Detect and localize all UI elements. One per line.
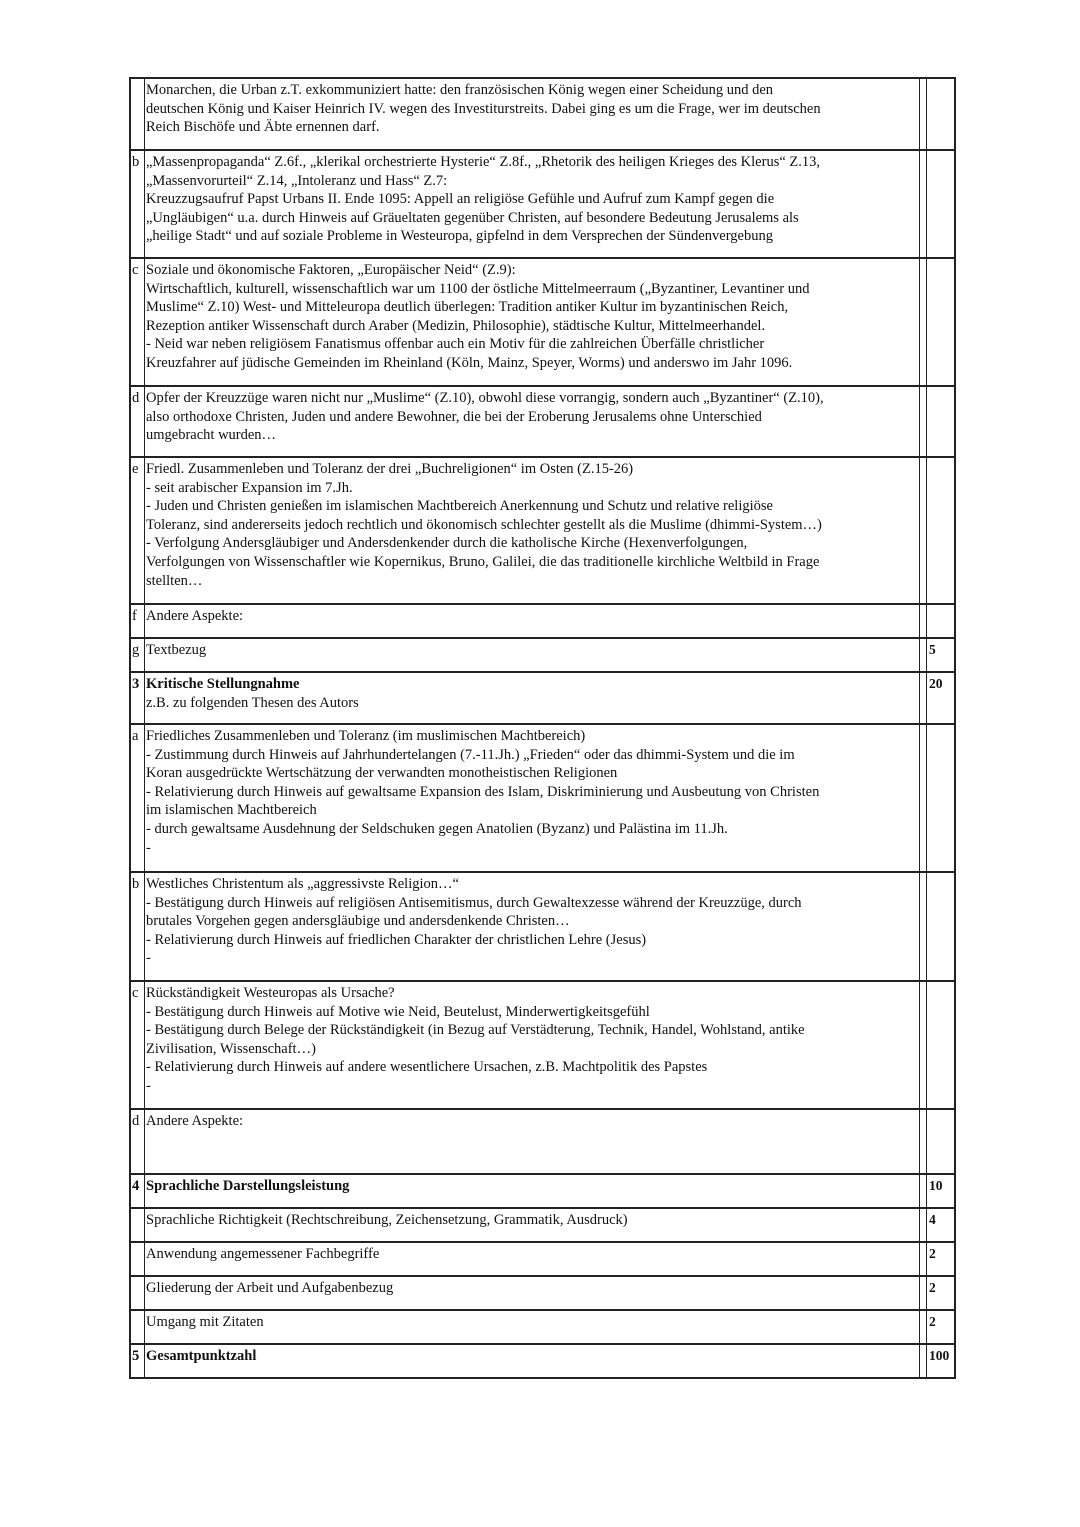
table-row — [131, 1110, 954, 1175]
column-gap — [920, 605, 927, 637]
column-gap — [920, 873, 927, 980]
text-line: Umgang mit Zitaten — [146, 1314, 264, 1330]
text-line: brutales Vorgehen gegen andersgläubige und andersdenkende Christen… — [146, 913, 570, 930]
text-line: Kreuzzugsaufruf Papst Urbans II. Ende 1095: Appell an religiöse Gefühle und Aufruf zum Kampf gegen die — [146, 191, 775, 208]
text-line: - Bestätigung durch Belege der Rückständigkeit (in Bezug auf Verstädterung, Technik, Handel, Wohlstand, antike — [146, 1022, 805, 1039]
column-gap — [920, 259, 927, 385]
text-line: also orthodoxe Christen, Juden und andere Bewohner, die bei der Eroberung Jerusalems ohne Unterschied — [146, 408, 762, 425]
column-gap — [920, 151, 927, 257]
column-gap — [920, 387, 927, 456]
row-label: e — [131, 458, 145, 603]
table-row — [131, 259, 954, 387]
row-label: f — [131, 605, 145, 637]
table-row — [131, 458, 954, 605]
row-label: d — [131, 387, 145, 456]
text-line: Opfer der Kreuzzüge waren nicht nur „Muslime“ (Z.10), obwohl diese vorrangig, sondern auch „Byzantiner“ (Z.10), — [146, 390, 824, 406]
grading-table — [129, 77, 956, 1379]
text-line: - — [146, 950, 151, 967]
table-row — [131, 873, 954, 982]
row-points — [927, 605, 954, 637]
text-line: umgebracht wurden… — [146, 427, 277, 444]
section-number: 3 — [131, 673, 145, 723]
text-line: Koran ausgedrückte Wertschätzung der verwandten monotheistischen Religionen — [146, 765, 618, 782]
table-row — [131, 387, 954, 458]
text-line: - Bestätigung durch Hinweis auf Motive wie Neid, Beutelust, Minderwertigkeitsgefühl — [146, 1003, 650, 1020]
row-text — [145, 873, 920, 980]
text-line: Verfolgungen von Wissenschaftler wie Kopernikus, Bruno, Galilei, die das traditionelle kirchliche Weltbild in Frage — [146, 553, 820, 570]
column-gap — [920, 79, 927, 149]
table-row — [131, 1345, 954, 1379]
text-line: „Massenpropaganda“ Z.6f., „klerikal orchestrierte Hysterie“ Z.8f., „Rhetorik des heiligen Krieges des Klerus“ Z.13, — [146, 154, 821, 170]
section-number: 5 — [131, 1345, 145, 1377]
row-label: b — [131, 873, 145, 980]
text-line: Gliederung der Arbeit und Aufgabenbezug — [146, 1280, 394, 1296]
row-label: b — [131, 151, 145, 257]
text-line: „Ungläubigen“ u.a. durch Hinweis auf Gräueltaten gegenüber Christen, auf besondere Bedeutung Jerusalems als — [146, 209, 799, 226]
text-line: Textbezug — [146, 642, 207, 658]
row-points — [927, 982, 954, 1108]
row-text — [145, 1277, 920, 1309]
row-text — [145, 1311, 920, 1343]
total-points: 100 — [929, 1348, 950, 1363]
row-text — [145, 1209, 920, 1241]
row-points: 10 — [929, 1178, 943, 1193]
row-label: d — [131, 1110, 145, 1173]
text-line: Anwendung angemessener Fachbegriffe — [146, 1246, 380, 1262]
row-label: a — [131, 725, 145, 871]
text-line: Westliches Christentum als „aggressivste Religion…“ — [146, 876, 459, 892]
row-points — [927, 79, 954, 149]
row-text — [145, 151, 920, 257]
table-row — [131, 1209, 954, 1243]
row-label: g — [131, 639, 145, 671]
row-text — [145, 79, 920, 149]
row-text — [145, 982, 920, 1108]
column-gap — [920, 1277, 927, 1309]
row-points — [927, 458, 954, 603]
section-title: Gesamtpunktzahl — [146, 1348, 257, 1364]
text-line: Soziale und ökonomische Faktoren, „Europäischer Neid“ (Z.9): — [146, 262, 516, 278]
column-gap — [920, 1345, 927, 1377]
row-points: 5 — [929, 642, 936, 657]
table-row — [131, 1311, 954, 1345]
text-line: - Bestätigung durch Hinweis auf religiösen Antisemitismus, durch Gewaltexzesse während der Kreuzzüge, durch — [146, 894, 802, 911]
text-line: - durch gewaltsame Ausdehnung der Seldschuken gegen Anatolien (Byzanz) und Palästina im 11.Jh. — [146, 820, 728, 837]
row-points — [927, 151, 954, 257]
row-points — [927, 387, 954, 456]
text-line: „Massenvorurteil“ Z.14, „Intoleranz und Hass“ Z.7: — [146, 172, 448, 189]
row-text — [145, 605, 920, 637]
text-line: - Relativierung durch Hinweis auf gewaltsame Expansion des Islam, Diskriminierung und Ausbeutung von Christen — [146, 783, 820, 800]
row-label — [131, 79, 145, 149]
column-gap — [920, 639, 927, 671]
row-text — [145, 1345, 920, 1377]
column-gap — [920, 1311, 927, 1343]
table-row — [131, 151, 954, 259]
row-text — [145, 725, 920, 871]
row-text — [145, 1110, 920, 1173]
table-row — [131, 725, 954, 873]
row-label: c — [131, 259, 145, 385]
text-line: Rezeption antiker Wissenschaft durch Araber (Medizin, Philosophie), städtische Kultur, Mittelmeerhandel. — [146, 317, 766, 334]
text-line: „heilige Stadt“ und auf soziale Probleme in Westeuropa, gipfelnd in dem Versprechen der Sündenvergebung — [146, 228, 773, 245]
column-gap — [920, 982, 927, 1108]
text-line: - Zustimmung durch Hinweis auf Jahrhundertelangen (7.-11.Jh.) „Frieden“ oder das dhimmi-System und die im — [146, 746, 795, 763]
text-line: Friedl. Zusammenleben und Toleranz der drei „Buchreligionen“ im Osten (Z.15-26) — [146, 461, 634, 477]
row-points: 2 — [929, 1246, 936, 1261]
text-line: - Juden und Christen genießen im islamischen Machtbereich Anerkennung und Schutz und relative religiöse — [146, 498, 773, 515]
text-line: Andere Aspekte: — [146, 608, 244, 624]
row-text — [145, 458, 920, 603]
text-line: z.B. zu folgenden Thesen des Autors — [146, 694, 359, 711]
column-gap — [920, 725, 927, 871]
row-label — [131, 1243, 145, 1275]
text-line: Rückständigkeit Westeuropas als Ursache? — [146, 985, 395, 1001]
section-title: Sprachliche Darstellungsleistung — [146, 1178, 350, 1194]
text-line: deutschen König und Kaiser Heinrich IV. wegen des Investiturstreits. Dabei ging es um die Frage, wer im deutschen — [146, 100, 821, 117]
row-points — [927, 725, 954, 871]
text-line: Toleranz, sind andererseits jedoch rechtlich und ökonomisch schlechter gestellt als die Muslime (dhimmi-System…) — [146, 516, 822, 533]
table-row — [131, 79, 954, 151]
row-points — [927, 1110, 954, 1173]
column-gap — [920, 1110, 927, 1173]
row-text — [145, 1243, 920, 1275]
column-gap — [920, 1175, 927, 1207]
table-row — [131, 1243, 954, 1277]
text-line: - seit arabischer Expansion im 7.Jh. — [146, 479, 353, 496]
row-points: 20 — [929, 676, 943, 691]
table-row — [131, 1277, 954, 1311]
row-label: c — [131, 982, 145, 1108]
column-gap — [920, 1243, 927, 1275]
row-points — [927, 259, 954, 385]
text-line: im islamischen Machtbereich — [146, 802, 317, 819]
text-line: Sprachliche Richtigkeit (Rechtschreibung, Zeichensetzung, Grammatik, Ausdruck) — [146, 1212, 628, 1228]
row-label — [131, 1277, 145, 1309]
text-line: Andere Aspekte: — [146, 1113, 244, 1129]
column-gap — [920, 458, 927, 603]
text-line: Friedliches Zusammenleben und Toleranz (im muslimischen Machtbereich) — [146, 728, 586, 744]
row-points — [927, 873, 954, 980]
text-line: Monarchen, die Urban z.T. exkommuniziert hatte: den französischen König wegen einer Scheidung und den — [146, 82, 774, 98]
row-label — [131, 1311, 145, 1343]
column-gap — [920, 1209, 927, 1241]
row-text — [145, 259, 920, 385]
table-row — [131, 1175, 954, 1209]
text-line: - — [146, 1077, 151, 1094]
table-row — [131, 605, 954, 639]
text-line: - — [146, 839, 151, 856]
table-row — [131, 639, 954, 673]
section-title: Kritische Stellungnahme — [146, 676, 300, 692]
text-line: Zivilisation, Wissenschaft…) — [146, 1040, 316, 1057]
row-points: 4 — [929, 1212, 936, 1227]
text-line: - Neid war neben religiösem Fanatismus offenbar auch ein Motiv für die zahlreichen Überfälle christlicher — [146, 336, 765, 353]
text-line: - Relativierung durch Hinweis auf friedlichen Charakter der christlichen Lehre (Jesus) — [146, 931, 647, 948]
text-line: - Relativierung durch Hinweis auf andere wesentlichere Ursachen, z.B. Machtpolitik des Papstes — [146, 1059, 708, 1076]
row-label — [131, 1209, 145, 1241]
row-points: 2 — [929, 1280, 936, 1295]
row-text — [145, 1175, 920, 1207]
text-line: Wirtschaftlich, kulturell, wissenschaftlich war um 1100 der östliche Mittelmeerraum („Byzantiner, Levantiner und — [146, 280, 810, 297]
row-text — [145, 387, 920, 456]
text-line: Muslime“ Z.10) West- und Mitteleuropa deutlich überlegen: Tradition antiker Kultur im byzantinischen Reich, — [146, 299, 789, 316]
section-number: 4 — [131, 1175, 145, 1207]
table-row — [131, 982, 954, 1110]
text-line: Kreuzfahrer auf jüdische Gemeinden im Rheinland (Köln, Mainz, Speyer, Worms) und anderswo im Jahr 1096. — [146, 354, 793, 371]
row-text — [145, 639, 920, 671]
column-gap — [920, 673, 927, 723]
text-line: - Verfolgung Andersgläubiger und Andersdenkender durch die katholische Kirche (Hexenverfolgungen, — [146, 535, 748, 552]
row-points: 2 — [929, 1314, 936, 1329]
text-line: Reich Bischöfe und Äbte ernennen darf. — [146, 119, 380, 136]
text-line: stellten… — [146, 572, 203, 589]
row-text — [145, 673, 920, 723]
table-row — [131, 673, 954, 725]
